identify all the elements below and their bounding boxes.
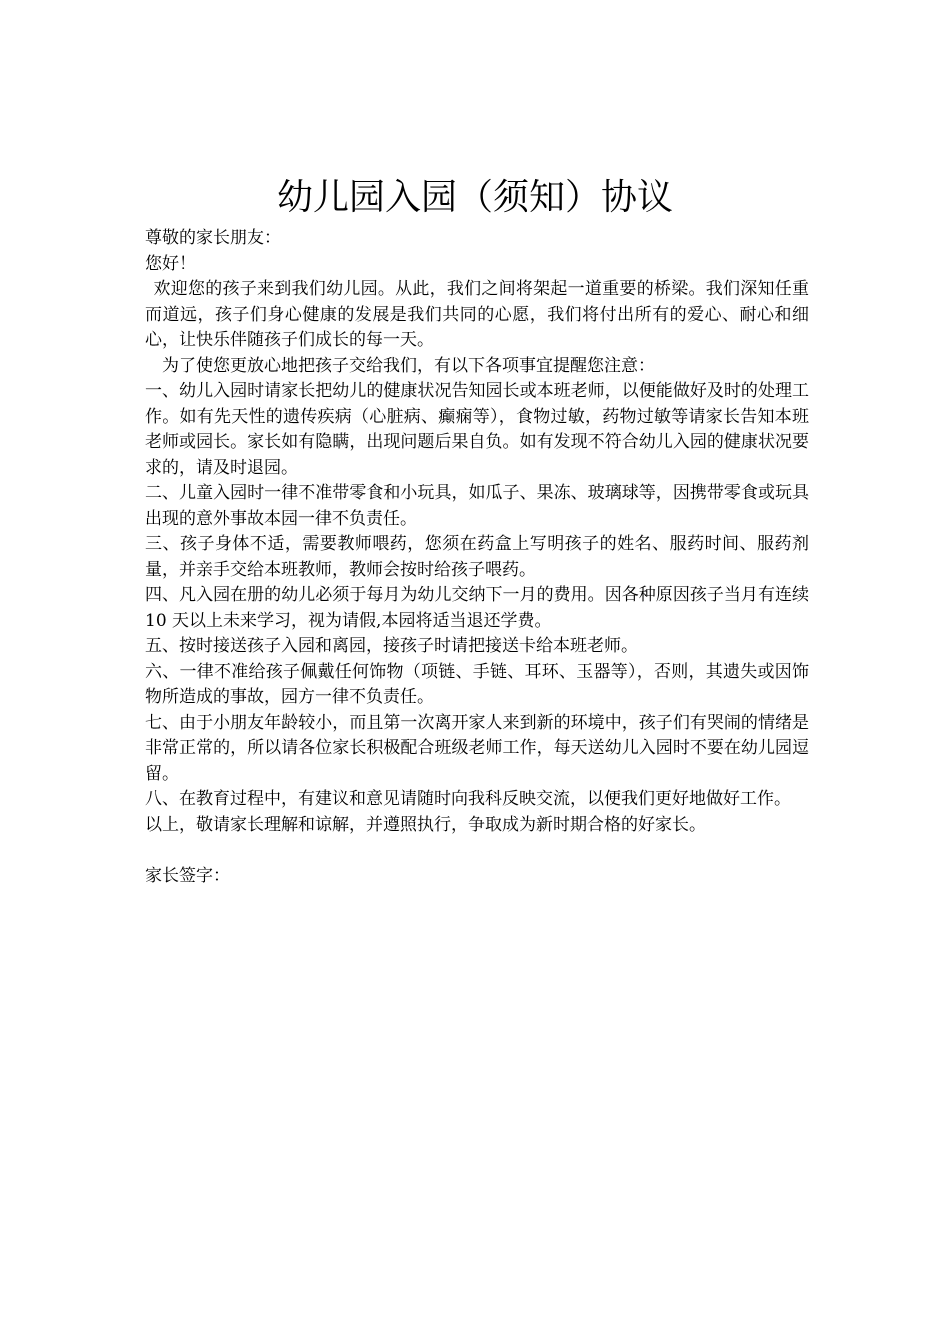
notice-item-6: 六、一律不准给孩子佩戴任何饰物（项链、手链、耳环、玉器等），否则，其遗失或因饰物所造成的事故，园方一律不负责任。 [145, 661, 809, 707]
greeting: 您好！ [145, 253, 196, 274]
intro-paragraph: 欢迎您的孩子来到我们幼儿园。从此，我们之间将架起一道重要的桥梁。我们深知任重而道远，孩子们身心健康的发展是我们共同的心愿，我们将付出所有的爱心、耐心和细心，让快乐伴随孩子们成长的每一天。 [145, 279, 809, 350]
notice-item-5: 五、按时接送孩子入园和离园，接孩子时请把接送卡给本班老师。 [145, 636, 638, 656]
salutation: 尊敬的家长朋友： [145, 228, 281, 248]
closing-paragraph: 以上，敬请家长理解和谅解，并遵照执行，争取成为新时期合格的好家长。 [145, 814, 706, 835]
notice-item-4: 四、凡入园在册的幼儿必须于每月为幼儿交纳下一月的费用。因各种原因孩子当月有连续 10 天以上未来学习，视为请假,本园将适当退还学费。 [145, 585, 809, 631]
preface-paragraph: 为了使您更放心地把孩子交给我们，有以下各项事宜提醒您注意： [162, 355, 655, 376]
notice-item-1: 一、幼儿入园时请家长把幼儿的健康状况告知园长或本班老师，以便能做好及时的处理工作。如有先天性的遗传疾病（心脏病、癫痫等），食物过敏，药物过敏等请家长告知本班老师或园长。家长如有隐瞒，出现问题后果自负。如有发现不符合幼儿入园的健康状况要求的，请及时退园。 [145, 381, 809, 478]
notice-item-3: 三、孩子身体不适，需要教师喂药，您须在药盒上写明孩子的姓名、服药时间、服药剂量，并亲手交给本班教师，教师会按时给孩子喂药。 [145, 534, 809, 580]
notice-item-2: 二、儿童入园时一律不准带零食和小玩具，如瓜子、果冻、玻璃球等，因携带零食或玩具出现的意外事故本园一律不负责任。 [145, 483, 809, 529]
signature-label: 家长签字： [145, 865, 230, 886]
document-title: 幼儿园入园（须知）协议 [276, 177, 673, 218]
notice-item-7: 七、由于小朋友年龄较小，而且第一次离开家人来到新的环境中，孩子们有哭闹的情绪是非常正常的，所以请各位家长积极配合班级老师工作，每天送幼儿入园时不要在幼儿园逗留。 [145, 712, 809, 784]
document-body [145, 226, 809, 889]
notice-item-8: 八、在教育过程中，有建议和意见请随时向我科反映交流，以便我们更好地做好工作。 [145, 789, 791, 809]
blank-line [145, 838, 809, 864]
